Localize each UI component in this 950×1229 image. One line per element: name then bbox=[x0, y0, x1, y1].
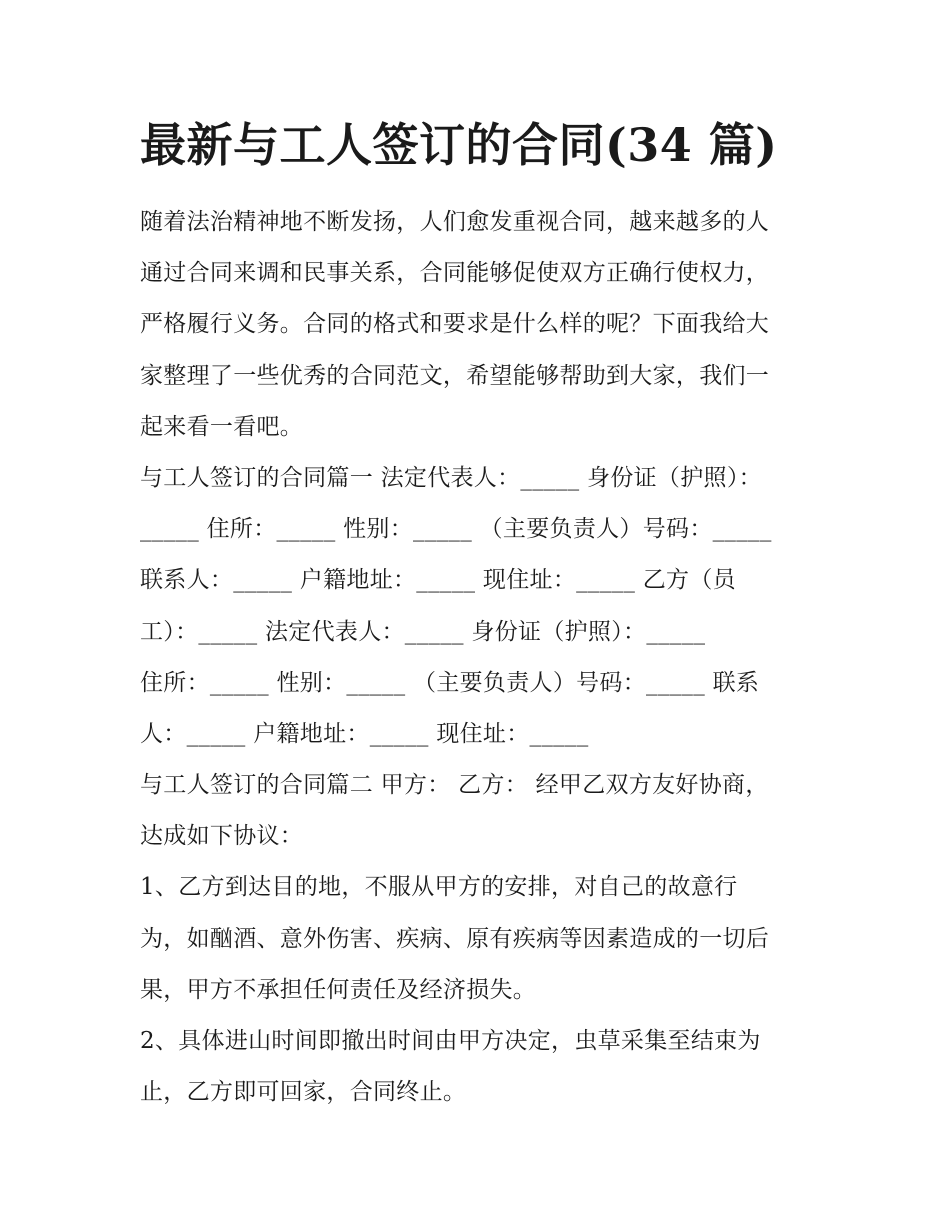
text-line: 为，如酗酒、意外伤害、疾病、原有疾病等因素造成的一切后 bbox=[140, 925, 770, 952]
text-line: 止，乙方即可回家，合同终止。 bbox=[140, 1079, 467, 1106]
text-line: 达成如下协议： bbox=[140, 823, 304, 850]
text-line: 随着法治精神地不断发扬，人们愈发重视合同，越来越多的人 bbox=[140, 209, 770, 235]
text-line: 果，甲方不承担任何责任及经济损失。 bbox=[140, 976, 537, 1003]
text-line: 1、乙方到达目的地，不服从甲方的安排，对自己的故意行 bbox=[140, 874, 738, 901]
text-line: 与工人签订的合同篇二 甲方： 乙方： 经甲乙双方友好协商， bbox=[140, 772, 769, 799]
text-line: 起来看一看吧。 bbox=[140, 413, 304, 440]
document-body bbox=[140, 197, 820, 1118]
text-line: 通过合同来调和民事关系，合同能够促使双方正确行使权力， bbox=[140, 260, 770, 287]
text-line: 工）：_____ 法定代表人：_____ 身份证（护照）：_____ bbox=[140, 618, 706, 645]
text-line: 家整理了一些优秀的合同范文，希望能够帮助到大家，我们一 bbox=[140, 362, 770, 389]
text-line: 2、具体进山时间即撤出时间由甲方决定，虫草采集至结束为 bbox=[140, 1028, 761, 1054]
document-title: 最新与工人签订的合同(34 篇) bbox=[140, 118, 778, 172]
text-line: 与工人签订的合同篇一 法定代表人：_____ 身份证（护照）： bbox=[140, 464, 762, 491]
text-line: 人：_____ 户籍地址：_____ 现住址：_____ bbox=[140, 720, 589, 747]
text-line: 住所：_____ 性别：_____ （主要负责人）号码：_____ 联系 bbox=[140, 669, 760, 696]
text-line: 严格履行义务。合同的格式和要求是什么样的呢？下面我给大 bbox=[140, 311, 770, 338]
text-line: 联系人：_____ 户籍地址：_____ 现住址：_____ 乙方（员 bbox=[140, 567, 736, 594]
text-line: _____ 住所：_____ 性别：_____ （主要负责人）号码：_____ bbox=[140, 516, 772, 543]
